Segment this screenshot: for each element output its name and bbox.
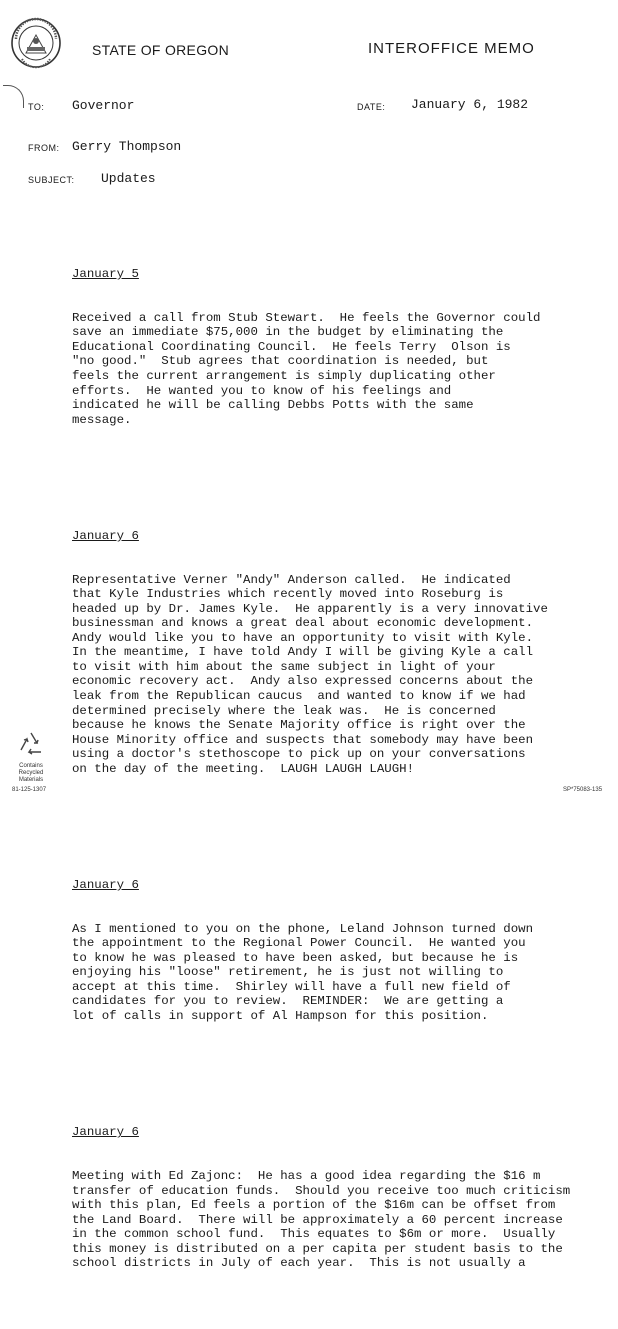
memo-section	[72, 238, 612, 456]
memo-body	[72, 209, 612, 1329]
section-date: January 6	[72, 1125, 139, 1140]
oregon-state-seal-icon	[10, 17, 62, 69]
from-label: FROM:	[28, 143, 60, 153]
memo-type-header: INTEROFFICE MEMO	[368, 40, 535, 57]
section-body: Meeting with Ed Zajonc: He has a good idea regarding the $16 m transfer of education funds. Should you receive too much criticism with this plan, Ed feels a portion of the $16m can be offset from the Land Board. There will be approximately a 60 percent increase in the common school fund. This equates to $6m or more. Usually this money is distributed on a per capita per student basis to the school districts in July of each year. This is not usually a	[72, 1168, 571, 1271]
section-body: As I mentioned to you on the phone, Leland Johnson turned down the appointment to the Regional Power Council. He wanted you to know he was pleased to have been asked, but because he is enjoying his "loose" retirement, he is just not willing to accept at this time. Shirley will have a full new field of candidates for you to review. REMINDER: We are getting a lot of calls in support of Al Hampson for this position.	[72, 921, 534, 1023]
recycle-text-line: Recycled	[18, 770, 44, 776]
from-value: Gerry Thompson	[72, 139, 182, 154]
date-label: DATE:	[357, 102, 386, 112]
corner-mark-icon	[3, 85, 24, 108]
section-body: Received a call from Stub Stewart. He feels the Governor could save an immediate $75,000 in the budget by eliminating the Educational Coordinating Council. He feels Terry Olson is "no good." Stub agrees that coordination is needed, but feels the current arrangement is simply duplicating other efforts. He wanted you to know of his feelings and indicated he will be calling Debbs Potts with the same message.	[72, 310, 541, 427]
recycle-text-line: Contains	[19, 763, 43, 769]
to-value: Governor	[72, 98, 135, 113]
recycle-icon	[16, 730, 46, 758]
recycle-text-line: Materials	[18, 777, 44, 783]
state-header: STATE OF OREGON	[92, 42, 229, 58]
section-date: January 6	[72, 528, 139, 543]
to-label: TO:	[28, 102, 45, 112]
section-body: Representative Verner "Andy" Anderson called. He indicated that Kyle Industries which recently moved into Roseburg is headed up by Dr. James Kyle. He apparently is a very innovative businessman and knows a great deal about economic development. Andy would like you to have an opportunity to visit with Kyle. In the meantime, I have told Andy I will be giving Kyle a call to visit with him about the same subject in light of your economic recovery act. Andy also expressed concerns about the leak from the Republican caucus and wanted to know if we had determined precisely where the leak was. He is concerned because he knows the Senate Majority office is right over the House Minority office and suspects that somebody may have been using a doctor's stethoscope to pick up on your conversations on the day of the meeting. LAUGH LAUGH LAUGH!	[72, 572, 548, 776]
form-number-right: SP*75083-135	[563, 787, 603, 793]
section-date: January 5	[72, 267, 139, 282]
subject-label: SUBJECT:	[28, 175, 75, 185]
recycled-materials-mark	[10, 730, 52, 794]
section-date: January 6	[72, 878, 139, 893]
subject-value: Updates	[101, 171, 156, 186]
memo-section	[72, 849, 612, 1053]
date-value: January 6, 1982	[411, 97, 529, 112]
form-number-left: 81-125-1307	[12, 787, 47, 793]
memo-section	[72, 500, 612, 805]
memo-section	[72, 1096, 612, 1300]
